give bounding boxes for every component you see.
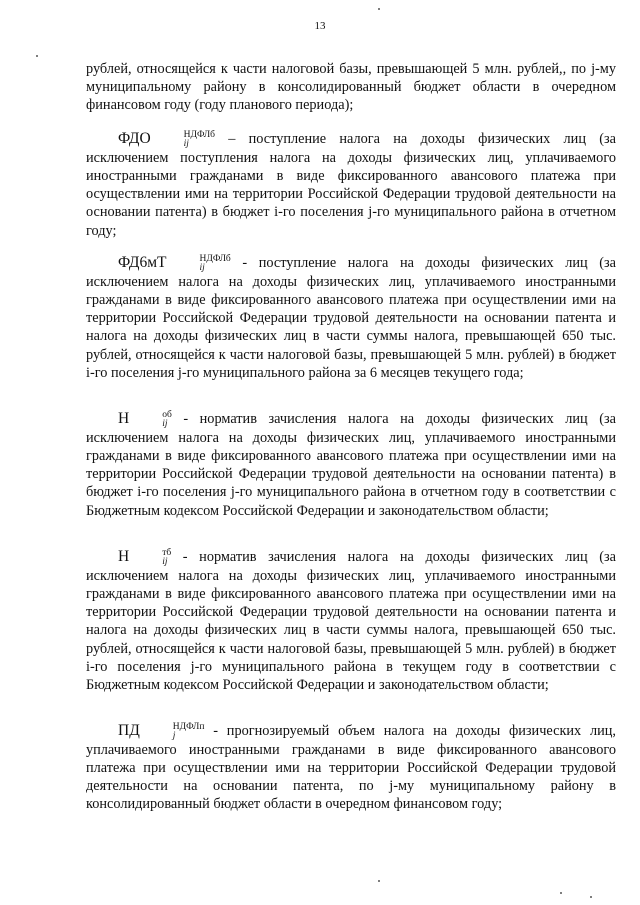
definition-n-tb <box>86 548 616 694</box>
formula-symbol: ФДО <box>118 130 151 147</box>
paragraph-continuation: рублей, относящейся к части налоговой базы, превышающей 5 млн. рублей,, по j-му муниципальному району в консолидированный бюджет области в очередном финансовом году (году планового периода); <box>86 61 616 114</box>
scan-speck <box>36 55 38 57</box>
definition-pd <box>86 722 616 814</box>
formula-superscript: об <box>162 409 172 420</box>
formula-subscript: ij <box>162 556 168 567</box>
definition-text: - норматив зачисления налога на доходы физических лиц (за исключением налога на доходы физических лиц, уплачиваемого иностранными гражданами в виде фиксированного авансового платежа при осуществлении ими на территории Российской Федерации трудовой деятельности на основании патента) в бюджет i-го поселения j-го муниципального района в отчетном году в соответствии с Бюджетным кодексом Российской Федерации и законодательством области; <box>86 411 616 519</box>
scan-speck <box>560 892 562 894</box>
page-number: 13 <box>314 20 326 32</box>
definition-fd6mt <box>86 254 616 382</box>
formula-superscript: НДФЛб <box>183 129 215 140</box>
definition-text: – поступление налога на доходы физических лиц (за исключением поступления налога на доходы физических лиц, уплачиваемого иностранными гражданами в виде фиксированного авансового платежа при осуществлении ими на территории Российской Федерации трудовой деятельности на основании патента) в бюджет i-го поселения j-го муниципального района в отчетном году; <box>86 131 616 239</box>
definition-n-ob <box>86 410 616 520</box>
definition-fdo <box>86 130 616 240</box>
formula-symbol: ПД <box>118 722 140 739</box>
formula-subscript: j <box>172 730 176 741</box>
definition-text: - поступление налога на доходы физических лиц (за исключением налога на доходы физических лиц, уплачиваемого иностранными гражданами в виде фиксированного авансового платежа при осуществлении ими на территории Российской Федерации трудовой деятельности на основании патента и налога на доходы физических лиц в части суммы налога, превышающей 650 тыс. рублей, относящейся к части налоговой базы, превышающей 5 млн. рублей) в бюджет i-го поселения j-го муниципального района за 6 месяцев текущего года; <box>86 255 616 381</box>
scan-speck <box>590 896 592 898</box>
definition-text: - норматив зачисления налога на доходы физических лиц (за исключением налога на доходы физических лиц, уплачиваемого иностранными гражданами в виде фиксированного авансового платежа при осуществлении ими на территории Российской Федерации трудовой деятельности на основании патента и налога на доходы физических лиц в части суммы налога, превышающей 650 тыс. рублей, относящейся к части налоговой базы, превышающей 5 млн. рублей) в бюджет i-го поселения j-го муниципального района в текущем году в соответствии с Бюджетным кодексом Российской Федерации и законодательством области; <box>86 549 616 693</box>
formula-symbol: ФД6мТ <box>118 254 167 271</box>
formula-subscript: ij <box>162 418 168 429</box>
formula-symbol: Н <box>118 410 130 427</box>
formula-superscript: тб <box>162 547 172 558</box>
formula-subscript: ij <box>199 262 205 273</box>
scan-speck <box>378 880 380 882</box>
formula-superscript: НДФЛб <box>199 253 231 264</box>
definition-text: - прогнозируемый объем налога на доходы физических лиц, уплачиваемого иностранными гражданами в виде фиксированного авансового платежа при осуществлении ими на территории Российской Федерации трудовой деятельности на основании патента, по j-му муниципальному району в консолидированный бюджет области в очередном финансовом году; <box>86 723 616 813</box>
formula-symbol: Н <box>118 548 130 565</box>
scan-speck <box>378 8 380 10</box>
formula-subscript: ij <box>183 138 189 149</box>
formula-superscript: НДФЛп <box>172 721 205 732</box>
